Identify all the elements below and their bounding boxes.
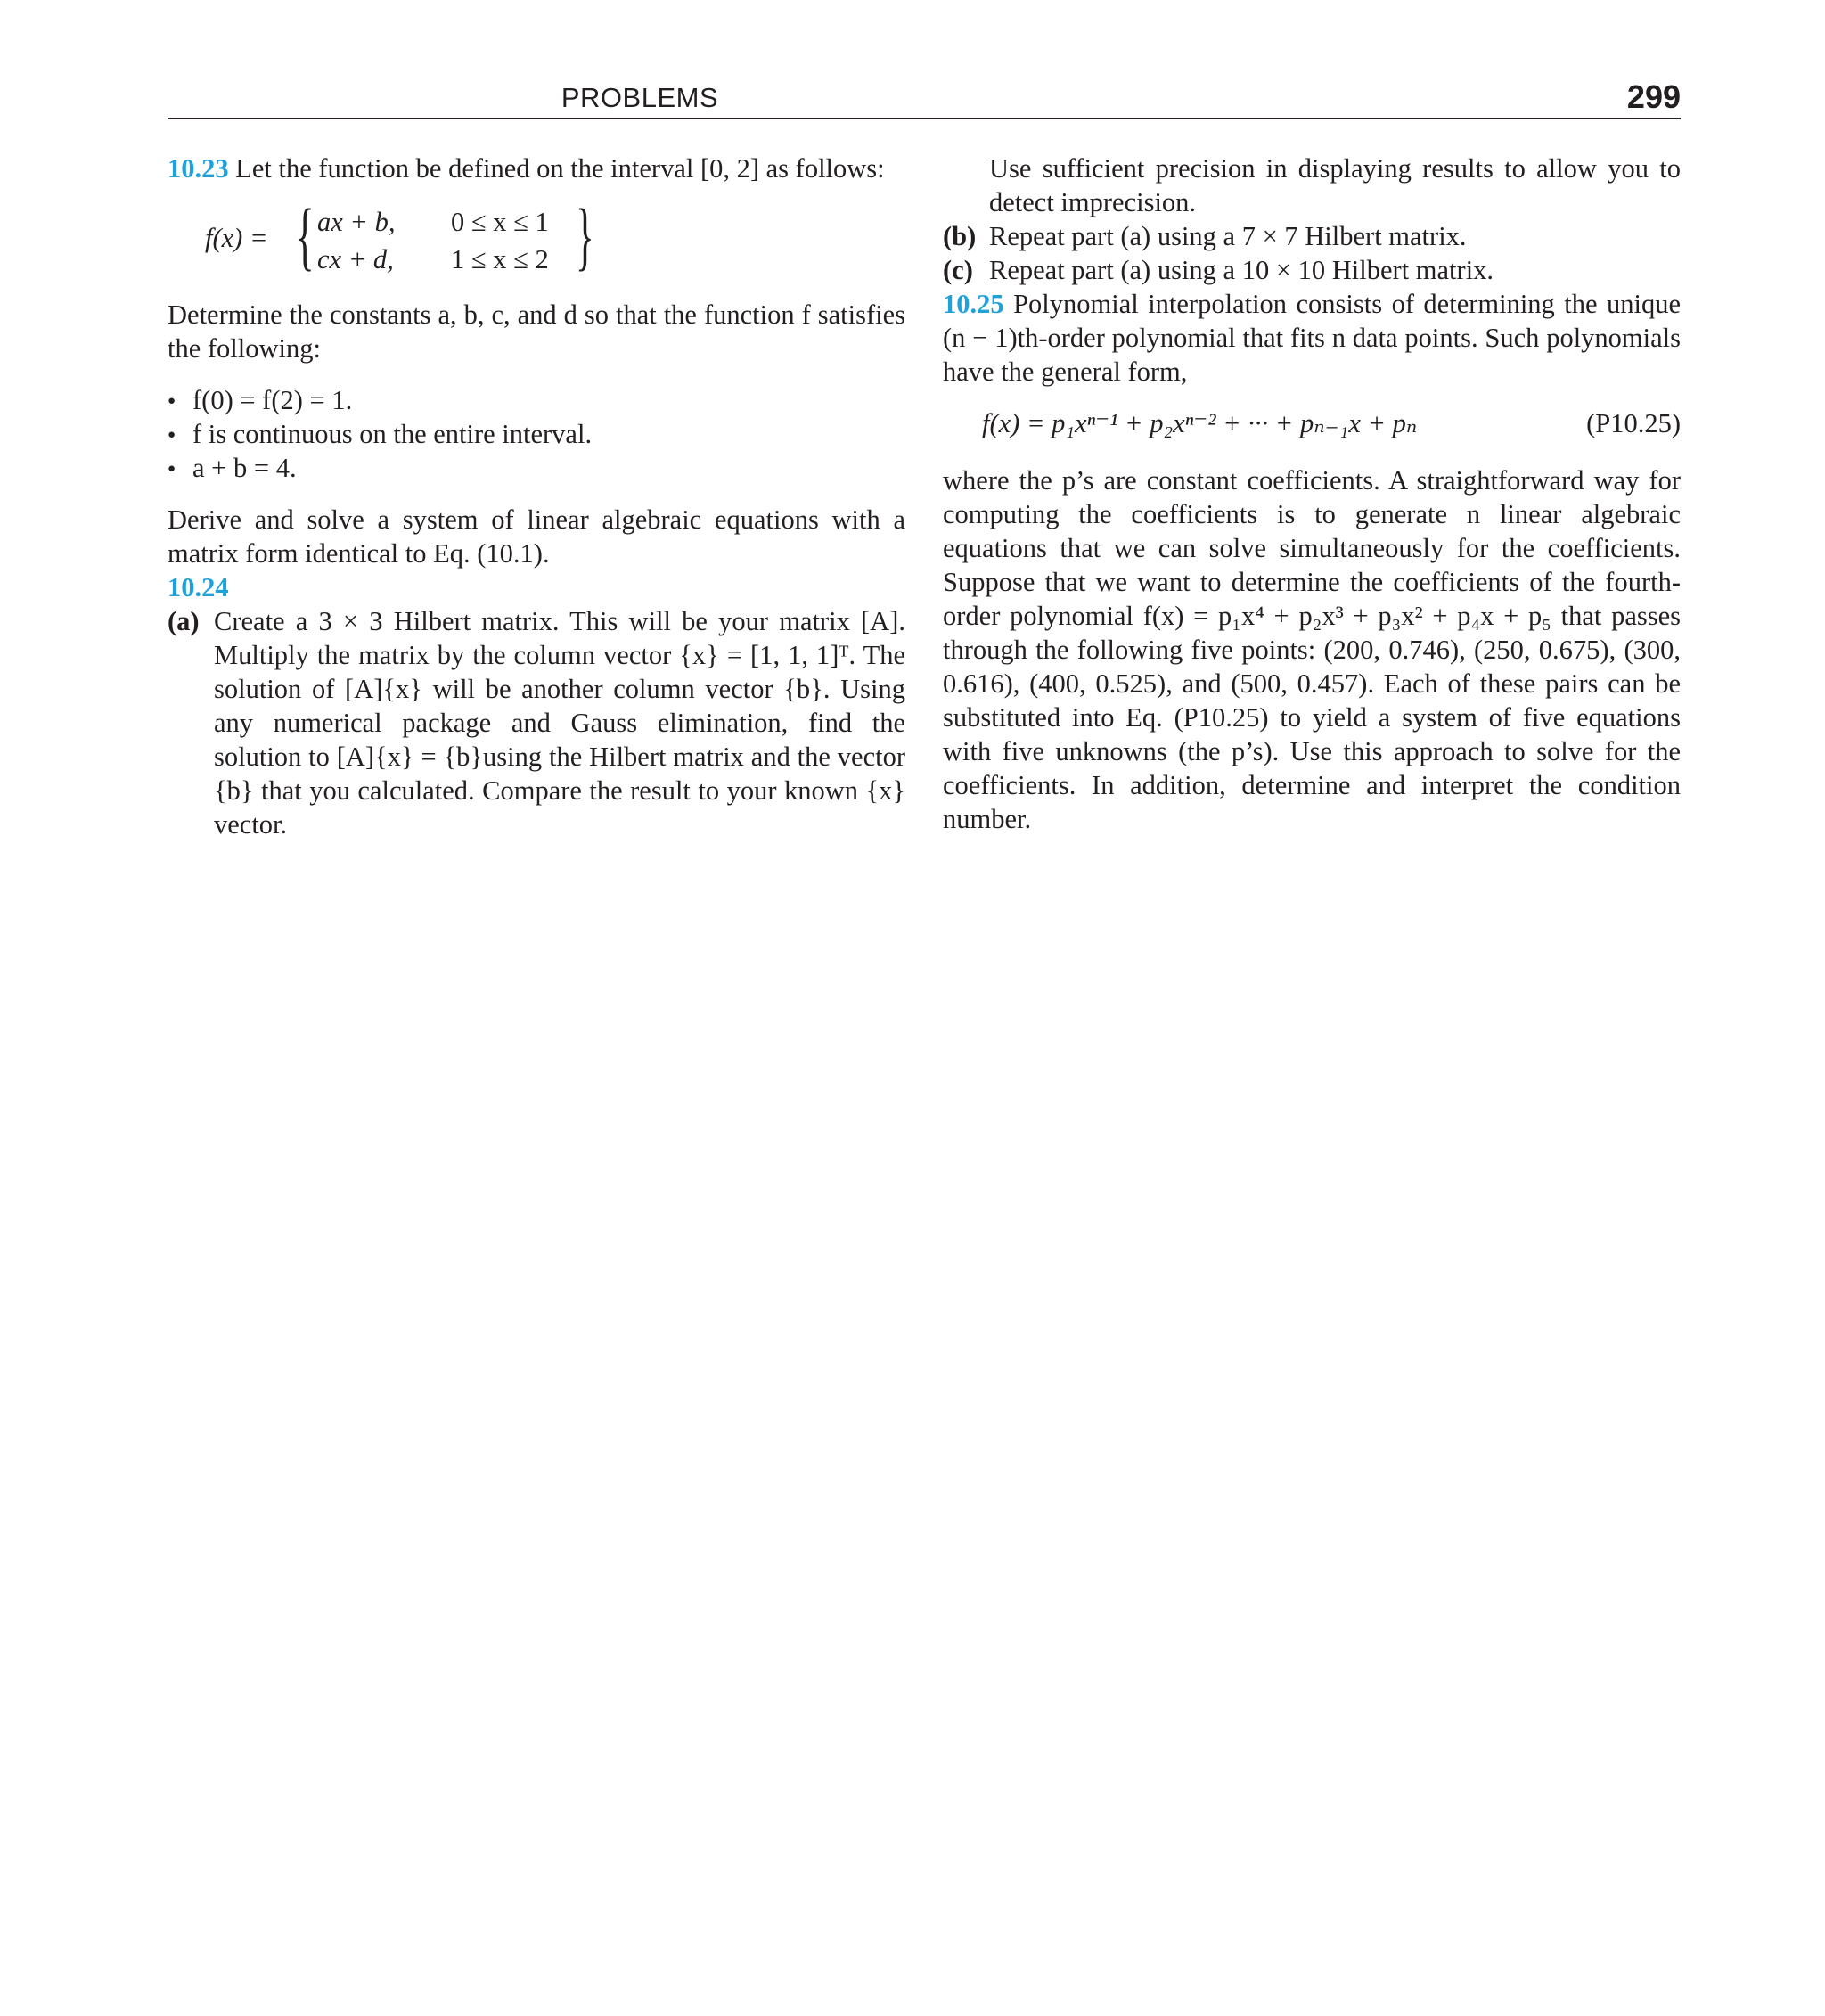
page-header	[168, 78, 1681, 119]
problem-10-24-heading	[168, 570, 905, 604]
part-text: Repeat part (a) using a 10 × 10 Hilbert matrix.	[989, 255, 1494, 285]
problem-10-23-derive: Derive and solve a system of linear algebraic equations with a matrix form identical to Eq. (10.1).	[168, 504, 905, 569]
problem-10-23-intro	[168, 152, 905, 185]
equation-p10-25	[943, 406, 1681, 442]
part-a-continued: Use sufficient precision in displaying results to allow you to detect imprecision.	[989, 153, 1681, 217]
problem-number: 10.25	[943, 289, 1004, 319]
part-label: (c)	[943, 255, 973, 285]
right-column	[943, 152, 1681, 836]
part-text: Repeat part (a) using a 7 × 7 Hilbert matrix.	[989, 221, 1467, 251]
equation-number: (P10.25)	[1586, 408, 1681, 438]
problem-10-23-determine: Determine the constants a, b, c, and d so that the function f satisfies the following:	[168, 299, 905, 364]
list-item: ● f is continuous on the entire interval.	[168, 417, 905, 451]
part-text: Create a 3 × 3 Hilbert matrix. This will be your matrix [A]. Multiply the matrix by the column vector {x} = [1, 1, 1]ᵀ. The solution of [A]{x} will be another column vector {b}. Using any numerical package and Gauss elimination, find the solution to [A]{x} = {b}using the Hilbert matrix and the vector {b} that you calculated. Compare the result to your known {x} vector.	[214, 606, 905, 840]
problem-10-25-body: where the p’s are constant coefficients. A straightforward way for computing the coefficients is to generate n linear algebraic equations that we can solve simultaneously for the coefficients. Suppose that we want to determine the coefficients of the fourth-order polynomial f(x) = p₁x⁴ + p₂x³ + p₃x² + p₄x + p₅ that passes through the following five points: (200, 0.746), (250, 0.675), (300, 0.616), (400, 0.525), and (500, 0.457). Each of these pairs can be substituted into Eq. (P10.25) to yield a system of five equations with five unknowns (the p’s). Use this approach to solve for the coefficients. In addition, determine and interpret the condition number.	[943, 465, 1681, 834]
left-brace: {	[296, 193, 315, 278]
problem-10-24-part-a	[168, 604, 905, 841]
page-number: 299	[1626, 78, 1681, 115]
problem-number: 10.23	[168, 153, 229, 184]
function-lhs: f(x) =	[205, 223, 268, 253]
problem-number: 10.24	[168, 572, 229, 602]
equation-body: f(x) = p₁xⁿ⁻¹ + p₂xⁿ⁻² + ··· + pₙ₋₁x + pₙ	[982, 408, 1418, 438]
problem-10-24-part-c	[943, 253, 1681, 287]
problem-10-24-part-b	[943, 219, 1681, 253]
part-label: (a)	[168, 606, 200, 636]
case-expression: cx + d,	[317, 244, 394, 275]
case-condition: 1 ≤ x ≤ 2	[451, 244, 549, 275]
case-expression: ax + b,	[317, 207, 396, 237]
problem-10-25-intro	[943, 287, 1681, 389]
right-brace: }	[576, 193, 594, 278]
running-head: PROBLEMS	[561, 82, 719, 113]
left-column	[168, 152, 905, 841]
part-label: (b)	[943, 221, 977, 251]
piecewise-function	[168, 193, 905, 282]
list-item: ● a + b = 4.	[168, 451, 905, 485]
condition-list	[168, 383, 905, 485]
case-condition: 0 ≤ x ≤ 1	[451, 207, 549, 237]
problem-text: Polynomial interpolation consists of determining the unique (n − 1)th-order polynomial that fits n data points. Such polynomials have the general form,	[943, 289, 1681, 387]
problem-text: Let the function be defined on the interval [0, 2] as follows:	[235, 153, 885, 184]
list-item: ● f(0) = f(2) = 1.	[168, 383, 905, 417]
